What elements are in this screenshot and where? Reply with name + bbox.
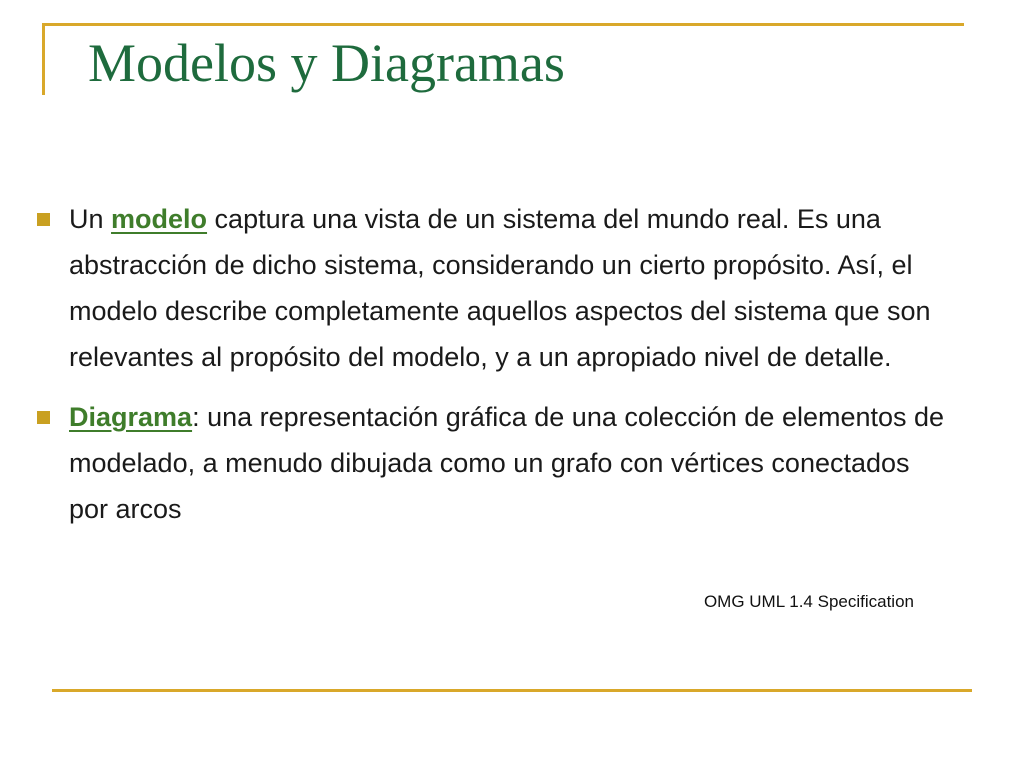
bullet-diagrama-text: : una representación gráfica de una colección de elementos de modelado, a menudo dibujada como un grafo con vértices conectados por arcos xyxy=(69,402,945,524)
term-modelo: modelo xyxy=(111,204,208,234)
bullet-modelo-pre: Un xyxy=(69,204,112,234)
bullet-square-icon xyxy=(37,411,50,424)
top-accent-line xyxy=(42,23,964,26)
bullet-modelo-text: captura una vista de un sistema del mundo real. Es una abstracción de dicho sistema, considerando un cierto propósito. Así, el modelo describe completamente aquellos aspectos del sistema que son relevantes al propósito del modelo, y a un apropiado nivel de detalle. xyxy=(69,204,931,372)
bottom-accent-line xyxy=(52,689,972,692)
slide-title: Modelos y Diagramas xyxy=(88,33,565,93)
bullet-modelo xyxy=(0,196,949,380)
bullet-square-icon xyxy=(37,213,50,226)
left-accent-line xyxy=(42,23,45,95)
term-diagrama: Diagrama xyxy=(69,402,193,432)
bullet-list xyxy=(0,196,1024,532)
citation-source: OMG UML 1.4 Specification xyxy=(703,592,914,611)
bullet-diagrama xyxy=(0,394,949,532)
